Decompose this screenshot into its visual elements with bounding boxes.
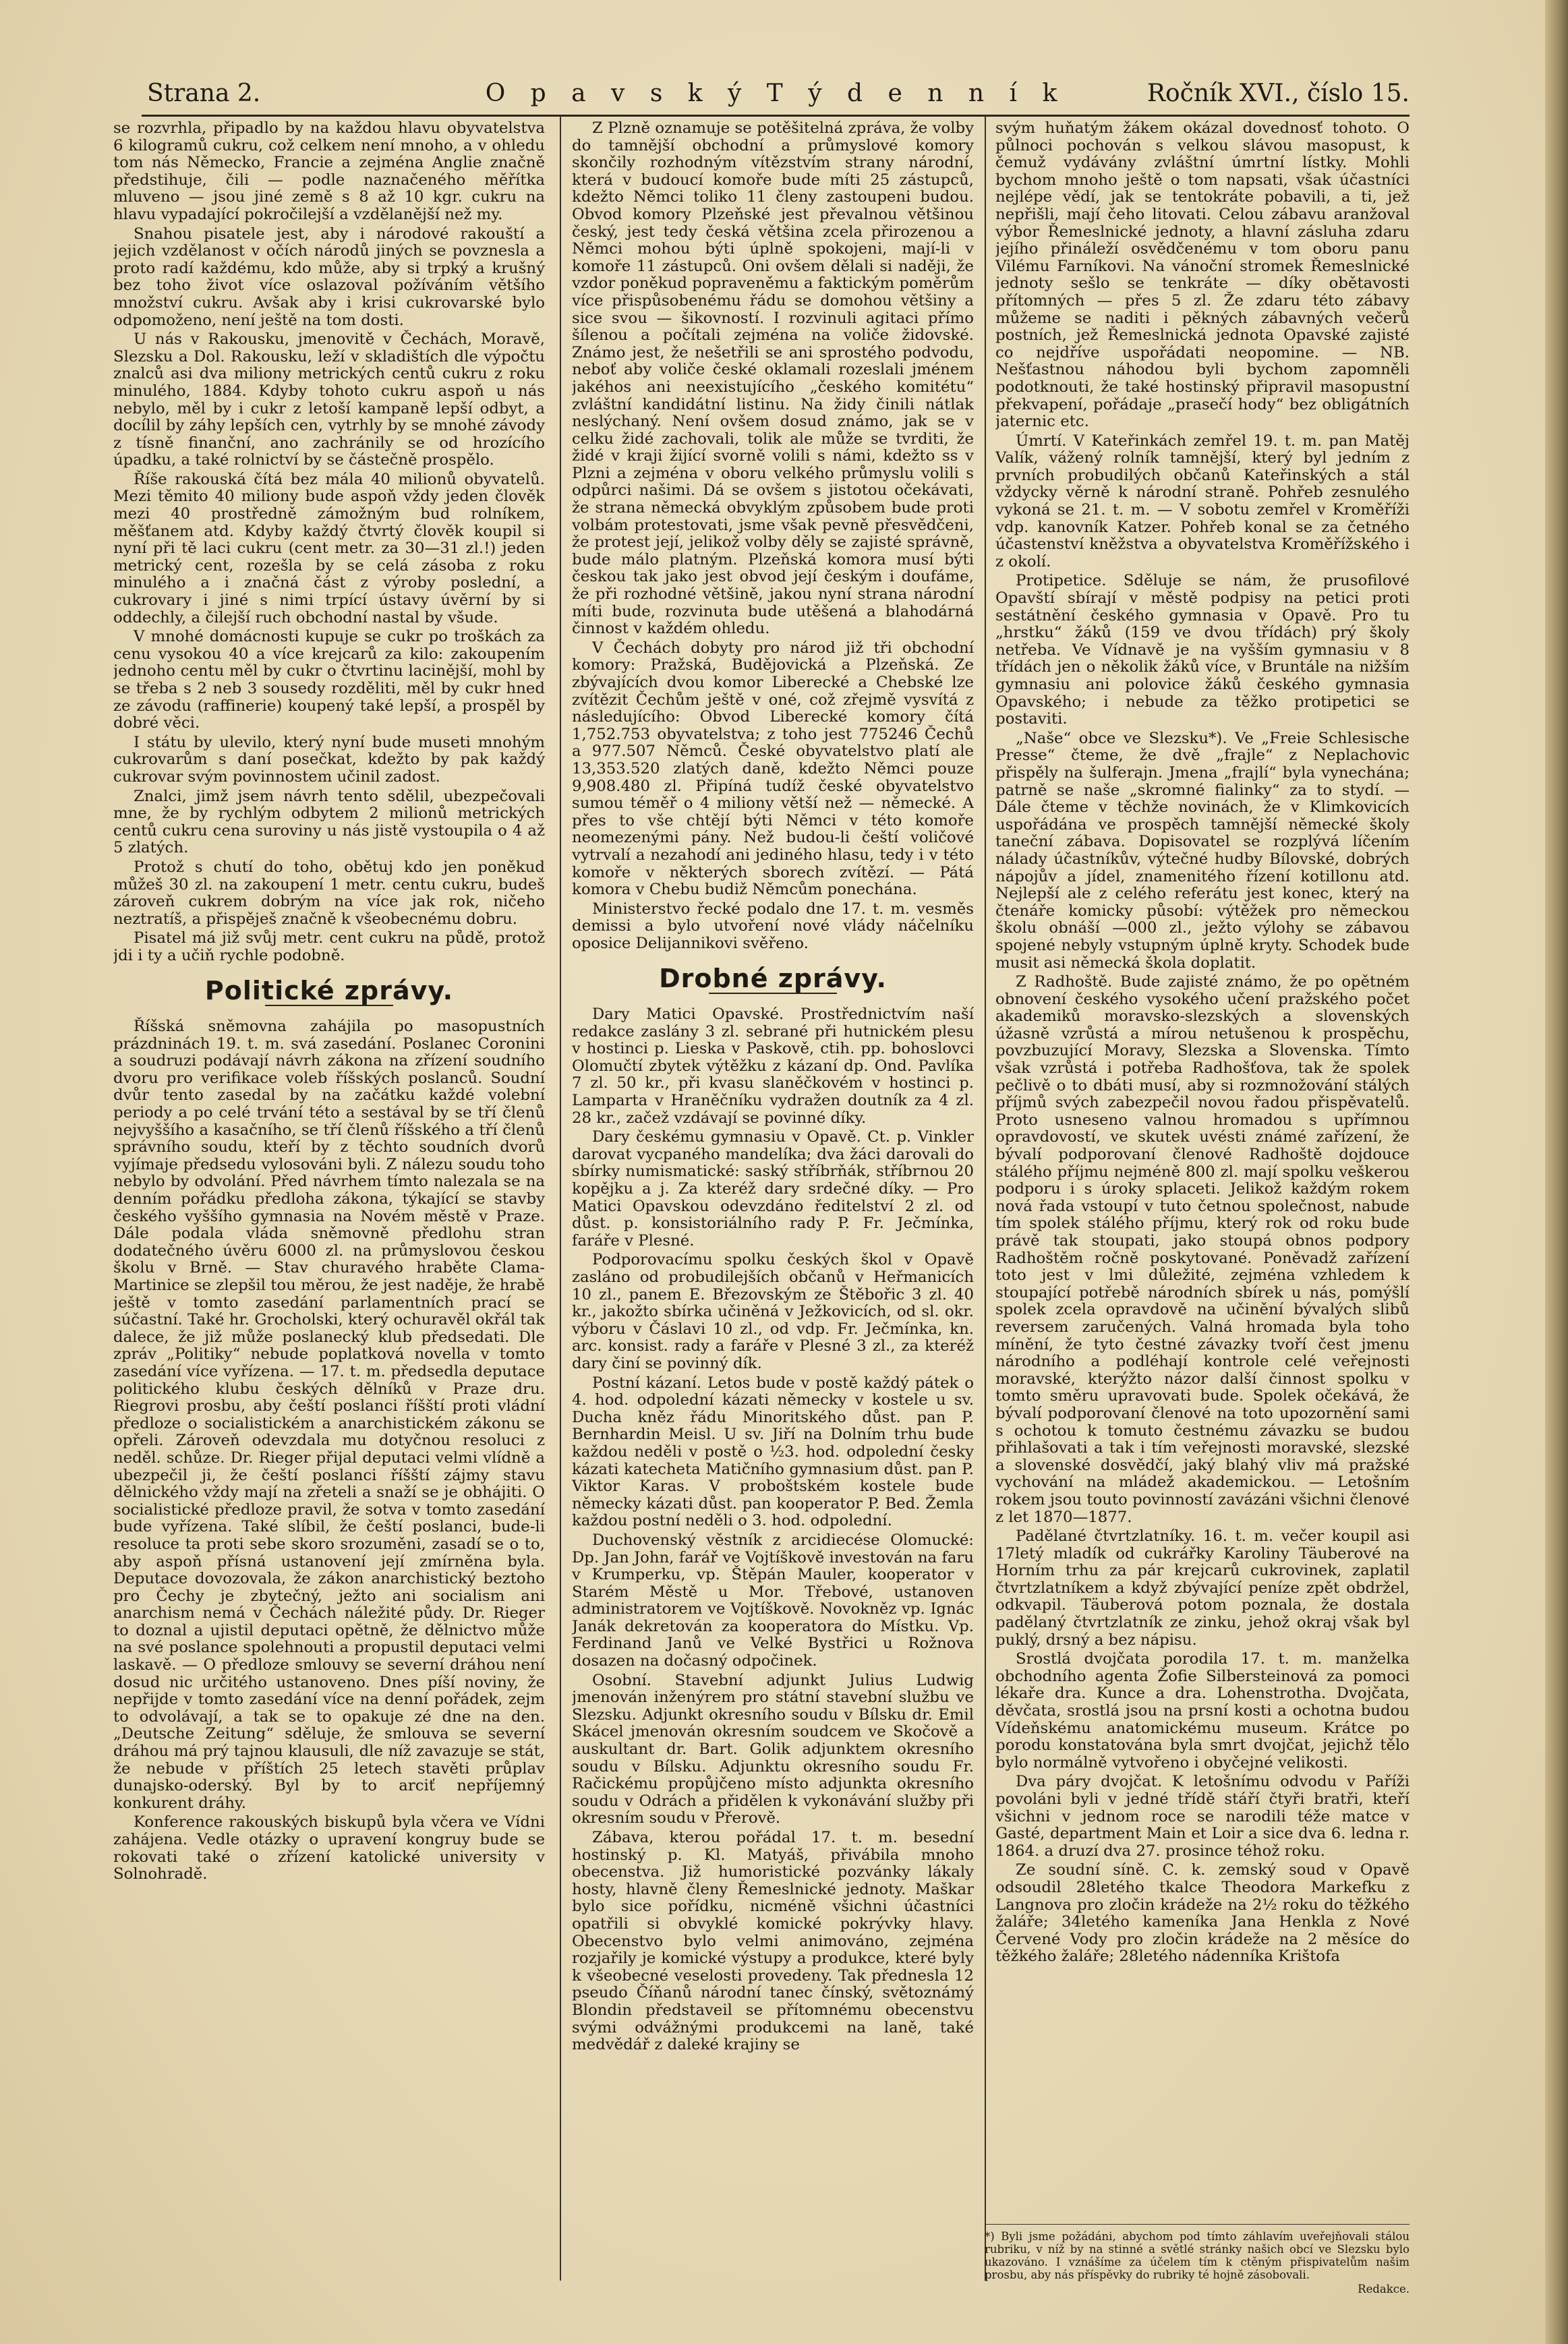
paragraph: Říše rakouská čítá bez mála 40 milionů obyvatelů. Mezi těmito 40 miliony bude aspoň vždy jeden člověk mezi 40 prostředně zámožným bud rolníkem, měšťanem atd. Kdyby každý čtvrtý člověk koupil si nyní při tě laci cukru (cent metr. za 30—31 zl.!) jeden metrický cent, rozešla by se celá zásoba z roku minulého a i značná část z výroby poslední, a cukrovary i jiné s nimi trpící ústavy úvěrní by si oddechly, a čilejší ruch obchodní nastal by všude.: [113, 470, 545, 626]
column-3: [995, 120, 1410, 2219]
issue-number: Ročník XVI., číslo 15.: [1146, 80, 1410, 107]
paragraph: Postní kázaní. Letos bude v postě každý pátek o 4. hod. odpolední kázati německy v kostele u sv. Ducha kněz řádu Minoritského důst. pan P. Bernhardin Meisl. U sv. Jiří na Dolním trhu bude každou neděli v postě o ½3. hod. odpolední česky kázati katecheta Matičního gymnasium důst. pan P. Viktor Karas. V proboštském kostele bude německy kázati důst. pan kooperator P. Bed. Žemla každou postní neděli o 3. hod. odpolední.: [572, 1374, 974, 1530]
section-heading-text: Politické zprávy.: [204, 975, 454, 1005]
page-header: [142, 80, 1410, 120]
column-rule-2: [985, 116, 986, 2281]
paragraph: Protipetice. Sděluje se nám, že prusofilové Opavští sbírají v městě podpisy na petici proti sestátnění českého gymnasia v Opavě. Pro tu „hrstku“ žáků (159 ve dvou třídách) prý školy netřeba. Ve Vídnavě je na vyšším gymnasiu v 8 třídách jen o několik žáků více, v Bruntále na nižším gymnasiu ani polovice žáků českého gymnasia Opavského; i nebude za těžko protipetici se postaviti.: [995, 572, 1410, 728]
paragraph: V mnohé domácnosti kupuje se cukr po troškách za cenu vysokou 40 a více krejcarů za kilo: zakoupením jednoho centu měl by cukr o čtvrtinu lacinější, mohl by se třeba s 2 neb 3 sousedy rozděliti, měl by cukr hned ze závodu (raffinerie) koupený také lepší, a prospěl by dobré věci.: [113, 628, 545, 732]
paragraph: svým huňatým žákem okázal dovednosť tohoto. O půlnoci pochován s velkou slávou masopust, k čemuž vydávány zvláštní úmrtní lístky. Mohli bychom mnoho ještě o tom napsati, však účastníci nejlépe vědí, jak se tentokráte pobavili, a ti, jež nepřišli, mají čeho litovati. Celou zábavu aranžoval výbor Řemeslnické jednoty, a hlavní zásluha zdaru jejího přináleží osvědčenému v tom oboru panu Vilému Farníkovi. Na vánoční stromek Řemeslnické jednoty sešlo se tenkráte — díky obětavosti přítomných — přes 5 zl. Že zdaru této zábavy můžeme se naditi i pěkných zábavných večerů postních, jež Řemeslnická jednota Opavské zajisté co nejdříve uspořádati neopomine. — NB. Nešťastnou náhodou byli bychom zapomněli podotknouti, že také hostinský připravil masopustní překvapení, pořádaje „prasečí hody“ bez obligátních jaternic etc.: [995, 120, 1410, 431]
paragraph: Ze soudní síně. C. k. zemský soud v Opavě odsoudil 28letého tkalce Theodora Markefku z Langnova pro zločin krádeže na 2½ roku do těžkého žaláře; 34letého kameníka Jana Henkla z Nové Červené Vody pro zločin krádeže na 2 měsíce do těžkého žaláře; 28letého nádenníka Krištofa: [995, 1861, 1410, 1966]
header-rule: [142, 115, 1410, 117]
footnote: [985, 2224, 1410, 2295]
column-2: [572, 120, 974, 2291]
paragraph: Zábava, kterou pořádal 17. t. m. besední hostinský p. Kl. Matyáš, přivábila mnoho obecenstva. Již humoristické pozvánky lákaly hosty, hlavně členy Řemeslnické jednoty. Maškar bylo sice pořídku, nicméně všichni účastníci opatřili si obvyklé komické pokrývky hlavy. Obecenstvo bylo velmi animováno, zejména rozjařily je komické výstupy a produkce, které byly k všeobecné veselosti provedeny. Tak přednesla 12 pseudo Číňanů národní tanec čínský, světoznámý Blondin představeil se přítomnému obecenstvu svými odvážnými produkcemi na laně, také medvědář z daleké krajiny se: [572, 1829, 974, 2054]
footnote-signature: Redakce.: [1358, 2283, 1410, 2295]
section-heading-drobne: [572, 963, 974, 995]
paragraph: Znalci, jimž jsem návrh tento sdělil, ubezpečovali mne, že by rychlým odbytem 2 milionů metrických centů cukru cena suroviny u nás jistě vystoupila o 4 až 5 zlatých.: [113, 787, 545, 857]
paragraph: Dary Matici Opavské. Prostřednictvím naší redakce zaslány 3 zl. sebrané při hutnickém plesu v hostinci p. Lieska v Paskově, ctih. pp. bohoslovci Olomučtí zbytek výtěžku z kázaní dp. Ond. Pavlíka 7 zl. 50 kr., při kvasu slaněčkovém v hostinci p. Lamparta v Hraněčníku vydražen doutník za 4 zl. 28 kr., začež vzdávají se povinné díky.: [572, 1005, 974, 1127]
page-binding-edge: [1545, 0, 1568, 2344]
paragraph: Z Plzně oznamuje se potěšitelná zpráva, že volby do tamnější obchodní a průmyslové komory skončily rozhodným vítězstvím strany národní, která v budoucí komoře bude míti 25 zástupců, kdežto Němci toliko 11 členy zastoupeni budou. Obvod komory Plzeňské jest převalnou většinou český, jest tedy česká většina zcela přirozenou a Němci mohou býti úplně spokojeni, mají-li v komoře 11 zástupců. Oni ovšem dělali si naději, že vzdor poněkud popraveněmu a faktickým poměrům více přispůsobenému řádu se domohou většiny a sice svou — šikovností. I rozvinuli agitaci přímo šílenou a počítali zejména na voliče židovské. Známo jest, že nešetřili se ani sprostého podvodu, neboť aby voliče české oklamali rozeslali jménem jakéhos ani neexistujícího „českého komitétu“ zvláštní kandidátní listinu. Na židy činili nátlak neslýchaný. Není ovšem dosud známo, jak se v celku židé zachovali, tolik ale může se tvrditi, že židé v kraji žijící svorně volili s námi, kdežto ss v Plzni a zejména v oboru velkého průmyslu volili s odpůrci našimi. Dá se ovšem s jistotou očekávati, že strana německá obvyklým způsobem bude proti volbám protestovati, jsme však pevně přesvědčeni, že protest její, jelikož volby děly se zajisté správně, bude málo platným. Plzeňská komora musí býti českou tak jako jest obvod její českým i doufáme, že při rozhodné většině, jakou nyní strana národní míti bude, rozvinuta bude utěšená a blahodárná činnost v každém ohledu.: [572, 120, 974, 638]
section-heading-text: Drobné zprávy.: [659, 963, 887, 993]
paragraph: I státu by ulevilo, který nyní bude museti mnohým cukrovarům s daní posečkat, kdežto by pak každý cukrovar svým povinnostem učinil zadost.: [113, 733, 545, 786]
paragraph: Říšská sněmovna zahájila po masopustních prázdninách 19. t. m. svá zasedání. Poslanec Coronini a soudruzi podávají návrh zákona na zřízení soudního dvoru pro verifikace voleb říšských poslanců. Soudní dvůr tento zasedal by na začátku každé volební periody a po celé trvání této a sestával by se tří členů nejvyššího a kasačního, se tří členů říšského a tří členů správního soudu, kteří by z těchto soudních dvorů vyjímaje předsedu vylosováni byli. Z nálezu soudu toho nebylo by odvolání. Před návrhem tímto nalezala se na denním pořádku předloha zákona, týkající se stavby českého vyššího gymnasia na Novém městě v Praze. Dále podala vláda sněmovně předlohu stran dodatečného úvěru 6000 zl. na průmyslovou českou školu v Brně. — Stav churavého hraběte Clama-Martinice se zlepšil tou měrou, že jest naděje, že hrabě ještě v tomto zasedání parlamentních prací se súčastní. Také hr. Grocholski, který ochuravěl okřál tak dalece, že již může poslanecký klub předsedati. Dle zpráv „Politiky“ nebude poplatková novella v tomto zasedání více vyřízena. — 17. t. m. předsedla deputace politického klubu českých dělníků v Praze dru. Riegrovi prosbu, aby čeští poslanci říšští proti vládní předloze o socialistickém a anarchistickém zákonu se opřeli. Zároveň odevzdala mu dotyčnou resoluci z neděl. schůze. Dr. Rieger přijal deputaci velmi vlídně a ubezpečil ji, že čeští poslanci říšští zájmy stavu dělnického vždy mají na zřeteli a snaží se je obhájiti. O socialistické předloze pravil, že sotva v tomto zasedání bude vyřízena. Také slíbil, že čeští poslanci, bude-li resoluce ta proti sebe skoro srozuměni, zasadí se o to, aby aspoň přísná ustanovení její zmírněna byla. Deputace dovozovala, že zákon anarchistický beztoho pro Čechy je zbytečný, ježto ani socialism ani anarchism nemá v Čechách náležité půdy. Dr. Rieger to doznal a ujistil deputaci opětně, že dělnictvo může na své poslance spolehnouti a propustil deputaci velmi laskavě. — O předloze smlouvy se severní dráhou není dosud nic určitého ustanoveno. Dnes píší noviny, že nepřijde v tomto zasedání více na denní pořádek, zejm to odvolávají, a tak se to opakuje zé dne na den. „Deutsche Zeitung“ sděluje, že smlouva se severní dráhou má prý tajnou klausuli, dle níž zavazuje se stát, že nebude v příštích 25 letech stavěti průplav dunajsko-oderský. Byl by to arciť nepříjemný konkurent dráhy.: [113, 1018, 545, 1812]
column-1: [113, 120, 545, 2291]
paragraph: se rozvrhla, připadlo by na každou hlavu obyvatelstva 6 kilogramů cukru, což celkem není mnoho, a v ohledu tom nás Německo, Francie a zejména Anglie značně předstihuje, čili — podle naznačeného měřítka mluveno — jsou jiné země s 8 až 10 kgr. cukru na hlavu vypadající pokročilejší a vzdělanější než my.: [113, 120, 545, 223]
paragraph: Snahou pisatele jest, aby i národové rakouští a jejich vzdělanost v očích národů jiných se povznesla a proto radí každému, kdo může, aby si trpký a krušný bez toho život více oslazoval požíváním většího množství cukru. Avšak aby i krisi cukrovarské bylo odpomoženo, není ještě na tom dosti.: [113, 225, 545, 329]
paragraph: Osobní. Stavební adjunkt Julius Ludwig jmenován inženýrem pro státní stavební službu ve Slezsku. Adjunkt okresního soudu v Bílsku dr. Emil Skácel jmenován okresním soudcem ve Skočově a auskultant dr. Bart. Golik adjunktem okresního soudu v Bílsku. Adjunktu okresního soudu Fr. Račickému propůjčeno místo adjunkta okresního soudu v Odrách a přidělen k vykonávání služby při okresním soudu v Přerově.: [572, 1671, 974, 1827]
paragraph: V Čechách dobyty pro národ již tři obchodní komory: Pražská, Budějovická a Plzeňská. Ze zbývajících dvou komor Liberecké a Chebské lze zvítězit Čechům ještě v oné, což zřejmě vysvítá z následujícího: Obvod Liberecké komory čítá 1,752.753 obyvatelstva; z toho jest 775246 Čechů a 977.507 Němců. České obyvatelstvo platí ale 13,353.520 zlatých daně, kdežto Němci pouze 9,908.480 zl. Připíná tudíž české obyvatelstvo sumou téměř o 4 miliony větší než — německé. A přes to vše chtějí býti Němci v této komoře neomezenými pány. Než budou-li čeští voličové vytrvalí a nezahodí ani jediného hlasu, tedy i v této komoře v některých sborech zvítězí. — Pátá komora v Chebu budiž Němcům ponechána.: [572, 639, 974, 899]
paragraph: Podporovacímu spolku českých škol v Opavě zasláno od probudilejších občanů v Heřmanicích 10 zl., panem E. Březovským ze Štěbořic 3 zl. 40 kr., jakožto sbírka učiněná v Ježkovicích, od sl. okr. výboru v Čáslavi 10 zl., od vdp. Fr. Ječmínka, kn. arc. konsist. rady a faráře v Plesné 3 zl., za kteréž dary činí se povinný dík.: [572, 1251, 974, 1372]
paragraph: U nás v Rakousku, jmenovitě v Čechách, Moravě, Slezsku a Dol. Rakousku, leží v skladištích dle výpočtu znalců asi dva miliony metrických centů cukru z roku minulého, 1884. Kdyby tohoto cukru aspoň u nás nebylo, měl by i cukr z letoší kampaně lepší odbyt, a docílil by záhy lepších cen, vytrhly by se mnohé závody z tísně finanční, ano zachránily se od hrozícího úpadku, a také rolnictví by se částečně prospělo.: [113, 330, 545, 469]
footnote-text: *) Byli jsme požádáni, abychom pod tímto záhlavím uveřejňovali stálou rubriku, v níž by na stinné a světlé stránky našich obcí ve Slezsku bylo ukazováno. I vznášíme za účelem tím k ctěným přispivatelům našim prosbu, aby nás příspěvky do rubriky té hojně zásobovali.: [985, 2230, 1410, 2281]
paragraph: Dary českému gymnasiu v Opavě. Ct. p. Vinkler darovat vycpaného mandelíka; dva žáci darovali do sbírky numismatické: saský stříbrňák, stříbrnou 20 kopějku a j. Za kteréž dary srdečné díky. — Pro Matici Opavskou odevzdáno ředitelství 2 zl. od důst. p. konsistoriálního rady P. Fr. Ječmínka, faráře v Plesné.: [572, 1128, 974, 1250]
paragraph: „Naše“ obce ve Slezsku*). Ve „Freie Schlesische Presse“ čteme, že dvě „frajle“ z Neplachovic přispěly na šulferajn. Jmena „frajlí“ byla vynechána; patrně se naše „skromné fialinky“ za to stydí. — Dále čteme v těchže novinách, že v Klimkovicích uspořádána ve prospěch tamnější německé školy taneční zábava. Dopisovatel se rozplývá líčením nálady účastníkův, výtečné hudby Bílovské, dobrých nápojův a jídel, znamenitého řízení kotillonu atd. Nejlepší ale z celého referátu jest konec, který na čtenáře komicky působí: výtěžek pro německou školu obnáší —000 zl., ježto výlohy se zábavou spojené nebyly vstupným úplně kryty. Schodek bude musit asi německá škola doplatit.: [995, 729, 1410, 972]
paragraph: Protož s chutí do toho, obětuj kdo jen poněkud můžeš 30 zl. na zakoupení 1 metr. centu cukru, budeš zároveň cukrem dobrým na více jak rok, ničeho neztratíš, a přispěješ značně k všeobecnému dobru.: [113, 858, 545, 928]
paragraph: Z Radhoště. Bude zajisté známo, že po opětném obnovení českého vysokého učení pražského počet akademiků moravsko-slezských a slovenských úžasně vzrůstá a mírou netušenou k prospěchu, povzbuzující Moravy, Slezska a Slovenska. Tímto však vzrůstá i potřeba Radhošťova, tak že spolek pečlivě o to dbáti musí, aby si rozmnožování stálých příjmů svých zabezpečil novou řadou přispěvatelů. Proto usneseno valnou hromadou s upřímnou opravdovostí, ve skutek uvésti známé zařízení, že bývalí podporovaní členové Radhoště dojdouce stálého příjmu nejméně 800 zl. mají spolku veškerou podporu i s úroky splaceti. Jelikož každým rokem nová řada vstoupí v tuto četnou společnost, nabude tím spolek stálého příjmu, který rok od roku bude právě tak stoupati, jako stoupá obnos podpory Radhoštěm ročně poskytované. Poněvadž zařízení toto jest v lmi důležité, zejména vzhledem k stoupající potřebě národních sbírek u nás, pomýšlí spolek zcela opravdově na učinění bývalých slibů reversem zaručených. Valná hromada byla toho mínění, že tyto čestné závazky tvoří čest jmenu národního a podléhají kontrole celé veřejnosti moravské, kterýžto názor další činnost spolku v tomto směru upravovati bude. Spolek očekává, že bývalí podporovaní členové na toto upozornění sami s ochotou k tomuto čestnému závazku se budou přihlašovati a tak i tím veřejnosti moravské, slezské a slovenské dosvědčí, jaký blahý vliv má pražské vychování na mládež akademickou. — Letošním rokem jsou touto povinností zavázáni všichni členové z let 1870—1877.: [995, 973, 1410, 1526]
section-heading-politicke: [113, 975, 545, 1007]
page-number: Strana 2.: [147, 80, 261, 107]
paragraph: Pisatel má již svůj metr. cent cukru na půdě, protož jdi i ty a učiň rychle podobně.: [113, 929, 545, 964]
newspaper-title: O p a v s k ý T ý d e n n í k: [485, 80, 1066, 107]
paragraph: Konference rakouských biskupů byla včera ve Vídni zahájena. Vedle otázky o upravení kongruy bude se rokovati také o zřízení katolické university v Solnohradě.: [113, 1813, 545, 1883]
paragraph: Úmrtí. V Kateřinkách zemřel 19. t. m. pan Matěj Valík, vážený rolník tamnější, který byl jedním z prvních probudilých občanů Kateřinských a stál vždycky věrně k národní straně. Pohřeb zesnulého vykoná se 21. t. m. — V sobotu zemřel v Kroměříži vdp. kanovník Katzer. Pohřeb konal se za četného účastenství kněžstva a obyvatelstva Kroměřížského i z okolí.: [995, 432, 1410, 570]
column-rule-1: [560, 116, 561, 2281]
paragraph: Srostlá dvojčata porodila 17. t. m. manželka obchodního agenta Žofie Silbersteinová za pomoci lékaře dra. Kunce a dra. Lohenstrotha. Dvojčata, děvčata, srostlá jsou na prsní kosti a ochotna budou Vídeňskému anatomickému museum. Krátce po porodu konstatována byla smrt dvojčat, jejichž tělo bylo normálně vytvořeno i obyčejné velikosti.: [995, 1650, 1410, 1771]
paragraph: Padělané čtvrtzlatníky. 16. t. m. večer koupil asi 17letý mladík od cukrářky Karoliny Täuberové na Horním trhu za pár krejcarů cukrovinek, zaplatil čtvrtzlatníkem a když zbývající peníze zpět obdržel, odkvapil. Täuberová potom poznala, že dostala padělaný čtvrtzlatník ze zinku, jehož okraj však byl puklý, drsný a bez nápisu.: [995, 1527, 1410, 1649]
paragraph: Dva páry dvojčat. K letošnímu odvodu v Paříži povoláni byli v jedné třídě stáří čtyři bratři, kteří všichni v jednom roce se narodili téže matce v Gasté, department Main et Loir a sice dva 6. ledna r. 1864. a druzí dva 27. prosince téhož roku.: [995, 1773, 1410, 1860]
paragraph: Duchovenský věstník z arcidiecése Olomucké: Dp. Jan John, farář ve Vojtíškově investován na faru v Krumperku, vp. Štěpán Mauler, kooperator v Starém Městě u Mor. Třebové, ustanoven administratorem ve Vojtíškově. Novokněz vp. Ignác Janák dekretován za kooperatora do Místku. Vp. Ferdinand Janů ve Velké Bystřici u Rožnova dosazen na dočasný odpočinek.: [572, 1531, 974, 1670]
paragraph: Ministerstvo řecké podalo dne 17. t. m. vesměs demissi a bylo utvoření nové vlády náčelníku oposice Delijannikovi svěřeno.: [572, 900, 974, 952]
